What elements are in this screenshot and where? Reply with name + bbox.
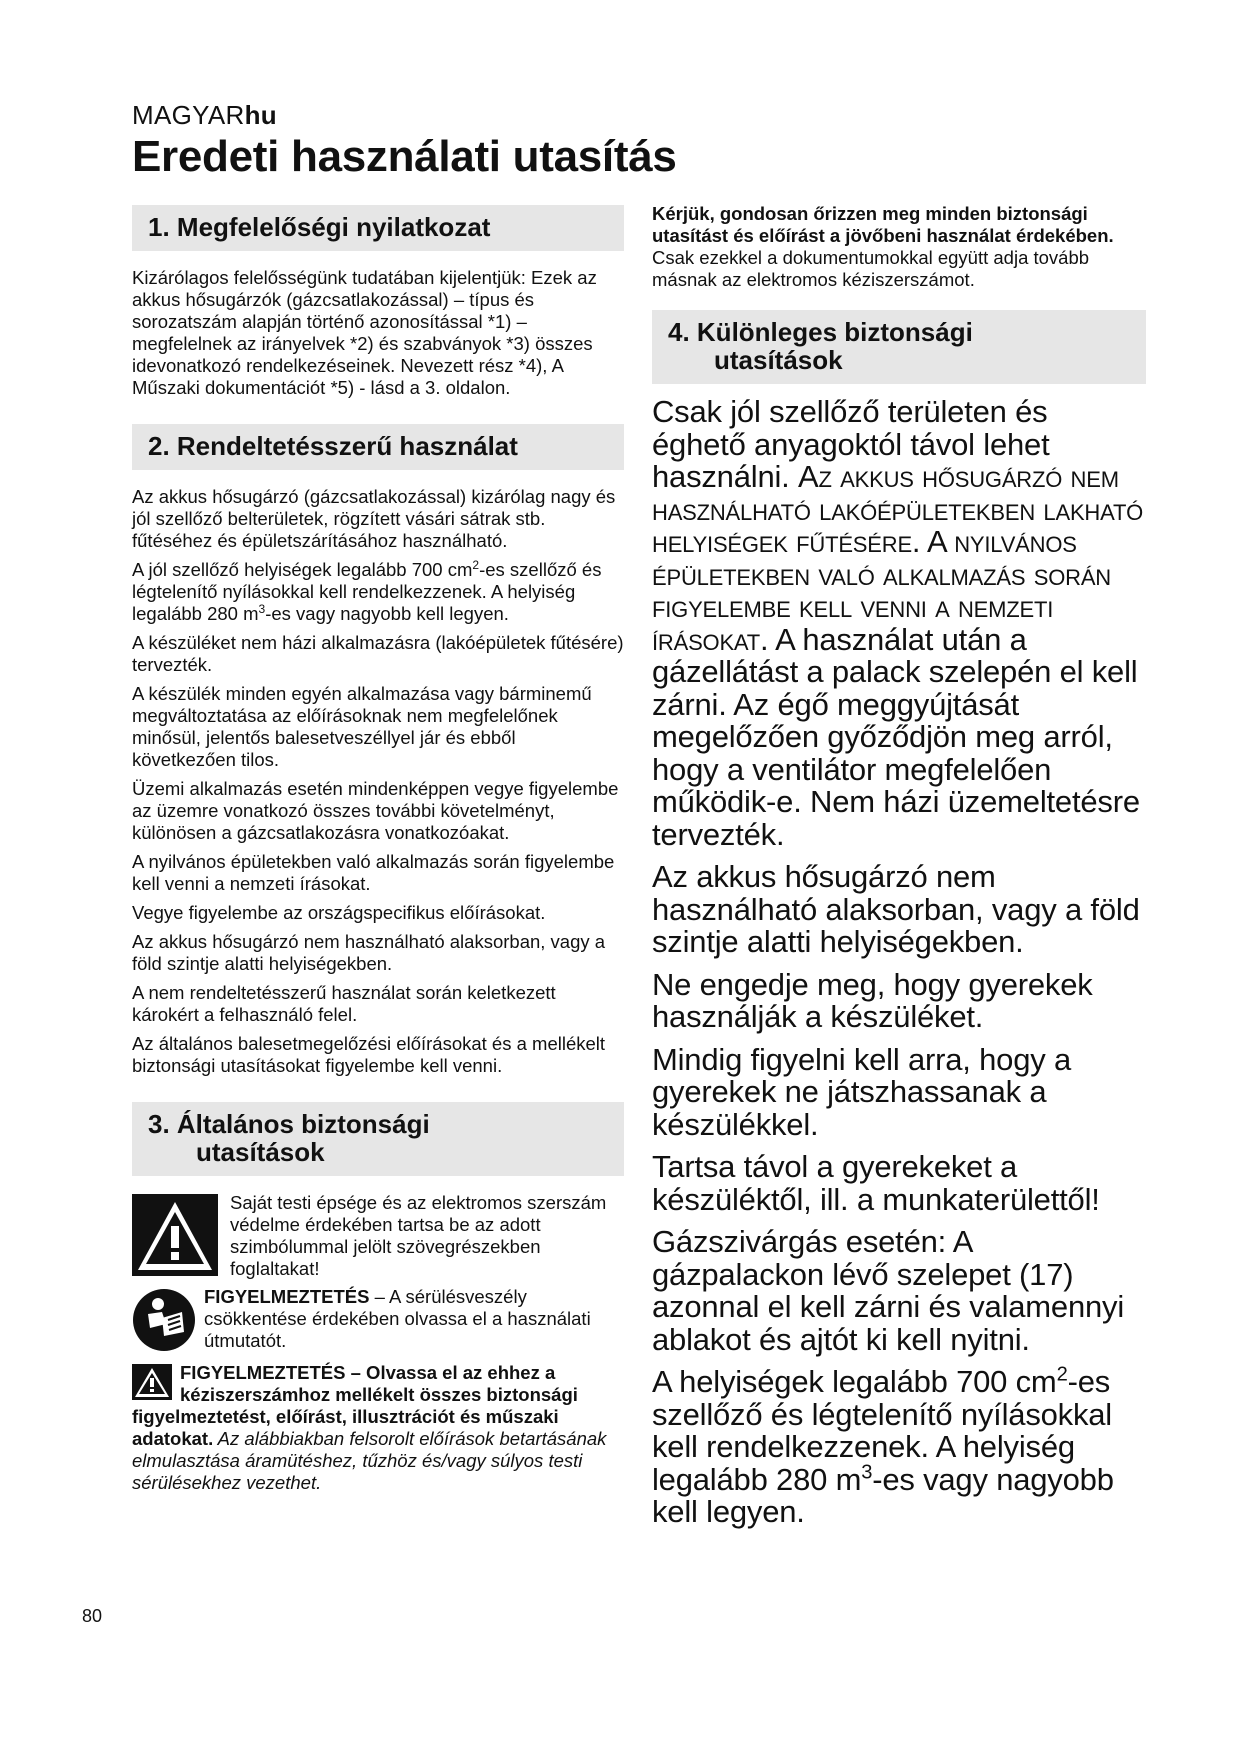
read-manual-icon — [132, 1288, 196, 1352]
section-4-heading — [652, 310, 1146, 384]
left-column — [132, 205, 624, 1494]
section-2-p3: A készüléket nem házi alkalmazásra (lakóépületek fűtésére) tervezték. — [132, 632, 624, 675]
small-warning-triangle-icon — [132, 1364, 172, 1400]
warning-triangle-icon — [132, 1194, 218, 1276]
p2-part-b: -es szellőző és légtelenítő nyílásokkal kell rendelkezzenek. A helyiség legalább 280 m — [132, 559, 602, 624]
section-2-p10: Az általános balesetmegelőzési előírásokat és a mellékelt biztonsági utasításokat figyelembe kell venni. — [132, 1033, 606, 1076]
special-safety-p4: Mindig figyelni kell arra, hogy a gyerekek ne játszhassanak a készülékkel. — [652, 1041, 1071, 1142]
section-2-heading: 2. Rendeltetésszerű használat — [132, 424, 624, 470]
special-safety-p2: Az akkus hősugárzó nem használható alaksorban, vagy a föld szintje alatti helyiségekben. — [652, 859, 1140, 959]
special-safety-p3: Ne engedje meg, hogy gyerekek használják a készüléket. — [652, 966, 1093, 1034]
section-4-heading-line-2: utasítások — [714, 345, 843, 375]
p7-part-b: -es szellőző és légtelenítő nyílásokkal kell rendelkezzenek. A helyiség legalább 280 m — [652, 1364, 1112, 1497]
section-1-text: Kizárólagos felelősségünk tudatában kijelentjük: Ezek az akkus hősugárzók (gázcsatlakozással) – típus és sorozatszám alapján történő azonosítással *1) – megfelelnek az irányelvek *2) és szabványok *3) összes idevonatkozó rendelkezéseinek. Nevezett rész *4), A Műszaki dokumentációt *5) - lásd a 3. oldalon. — [132, 267, 597, 398]
read-manual-body: – A sérülésveszély csökkentése érdekében olvassa el a használati útmutatót. — [204, 1286, 591, 1351]
section-3-heading-line-2: utasítások — [196, 1137, 325, 1167]
general-warning-bold: FIGYELMEZTETÉS – Olvassa el az ehhez a kéziszerszámhoz mellékelt összes biztonsági figyelmeztetést, előírást, illusztrációt és műszaki adatokat. — [132, 1362, 578, 1449]
section-3-heading — [132, 1102, 624, 1176]
p2-sup-2: 3 — [258, 601, 266, 616]
p2-part-c: -es vagy nagyobb kell legyen. — [265, 603, 509, 624]
p7-sup-2: 3 — [861, 1461, 873, 1484]
keep-instructions-bold: Kérjük, gondosan őrizzen meg minden biztonsági utasítást és előírást a jövőbeni használat érdekében. — [652, 203, 1114, 246]
warning-symbol-text: Saját testi épsége és az elektromos szerszám védelme érdekében tartsa be az adott szimbólummal jelölt szövegrészekben foglaltakat! — [230, 1192, 607, 1279]
section-1-heading: 1. Megfelelőségi nyilatkozat — [132, 205, 624, 251]
section-2-p9: A nem rendeltetésszerű használat során keletkezett károkért a felhasználó felel. — [132, 982, 556, 1025]
p2-sup-1: 2 — [472, 557, 480, 572]
right-column — [652, 203, 1146, 1539]
section-3-heading-line-1: 3. Általános biztonsági — [148, 1109, 430, 1139]
p1-smallcaps-2: nyilvános épületekben való alkalmazás során figyelembe kell venni a nemzeti írásokat. — [652, 524, 1111, 657]
section-2-p7: Vegye figyelembe az országspecifikus előírásokat. — [132, 902, 546, 923]
p7-part-a: A helyiségek legalább 700 cm — [652, 1364, 1057, 1399]
special-safety-p5: Tartsa távol a gyerekeket a készüléktől, ill. a munkaterülettől! — [652, 1149, 1100, 1217]
section-2-p5: Üzemi alkalmazás esetén mindenképpen vegye figyelembe az üzemre vonatkozó összes további követelményt, különösen a gázcsatlakozásra vonatkozóakat. — [132, 778, 619, 843]
page-number: 80 — [82, 1606, 103, 1626]
keep-instructions-text: Csak ezekkel a dokumentumokkal együtt adja tovább másnak az elektromos kéziszerszámot. — [652, 247, 1090, 290]
p2-part-a: A jól szellőző helyiségek legalább 700 cm — [132, 559, 473, 580]
p1-part-b: A — [920, 524, 955, 559]
p7-part-c: -es vagy nagyobb kell legyen. — [652, 1461, 1114, 1529]
section-2-p2 — [132, 559, 624, 625]
p1-part-c: A használat után a gázellátást a palack szelepén el kell zárni. Az égő meggyújtását megelőzően győződjön meg arról, hogy a ventilátor megfelelően működik-e. Nem házi üzemeltetésre tervezték. — [652, 621, 1140, 852]
read-manual-text — [204, 1286, 624, 1352]
language-code: hu — [244, 100, 277, 130]
section-2-p8: Az akkus hősugárzó nem használható alaksorban, vagy a föld szintje alatti helyiségekben. — [132, 931, 606, 974]
language-name: MAGYAR — [132, 100, 245, 130]
read-manual-label: FIGYELMEZTETÉS — [204, 1286, 370, 1307]
special-safety-p7 — [652, 1363, 1146, 1529]
p1-part-a: Csak jól szellőző területen és éghető anyagoktól távol lehet használni. — [652, 394, 1050, 494]
section-2-p6: A nyilvános épületekben való alkalmazás során figyelembe kell venni a nemzeti írásokat. — [132, 851, 615, 894]
warning-symbol-row — [132, 1192, 624, 1280]
special-safety-p1 — [652, 396, 1146, 851]
section-4-heading-line-1: 4. Különleges biztonsági — [668, 317, 973, 347]
p7-sup-1: 2 — [1056, 1363, 1068, 1386]
page-title: Eredeti használati utasítás — [132, 132, 677, 181]
keep-instructions — [652, 203, 1146, 247]
p1-smallcaps-1: Az akkus hősugárzó nem használható lakóépületekben lakható helyiségek fűtésére. — [652, 459, 1144, 559]
section-2-p4: A készülék minden egyén alkalmazása vagy bárminemű megváltoztatása az előírásoknak nem megfelelőnek minősül, jelentős balesetveszéllyel jár és ebből következően tilos. — [132, 683, 592, 770]
language-label — [132, 100, 277, 131]
special-safety-p6: Gázszivárgás esetén: A gázpalackon lévő szelepet (17) azonnal el kell zárni és valamennyi ablakot és ajtót ki kell nyitni. — [652, 1224, 1125, 1357]
read-manual-row — [132, 1286, 624, 1352]
general-warning-block — [132, 1362, 624, 1494]
section-2-p1: Az akkus hősugárzó (gázcsatlakozással) kizárólag nagy és jól szellőző belterületek, rögzített vásári sátrak stb. fűtéséhez és épületszárításához használható. — [132, 486, 616, 551]
general-warning-italic: Az alábbiakban felsorolt előírások betartásának elmulasztása áramütéshez, tűzhöz és/vagy súlyos testi sérülésekhez vezethet. — [132, 1428, 607, 1493]
